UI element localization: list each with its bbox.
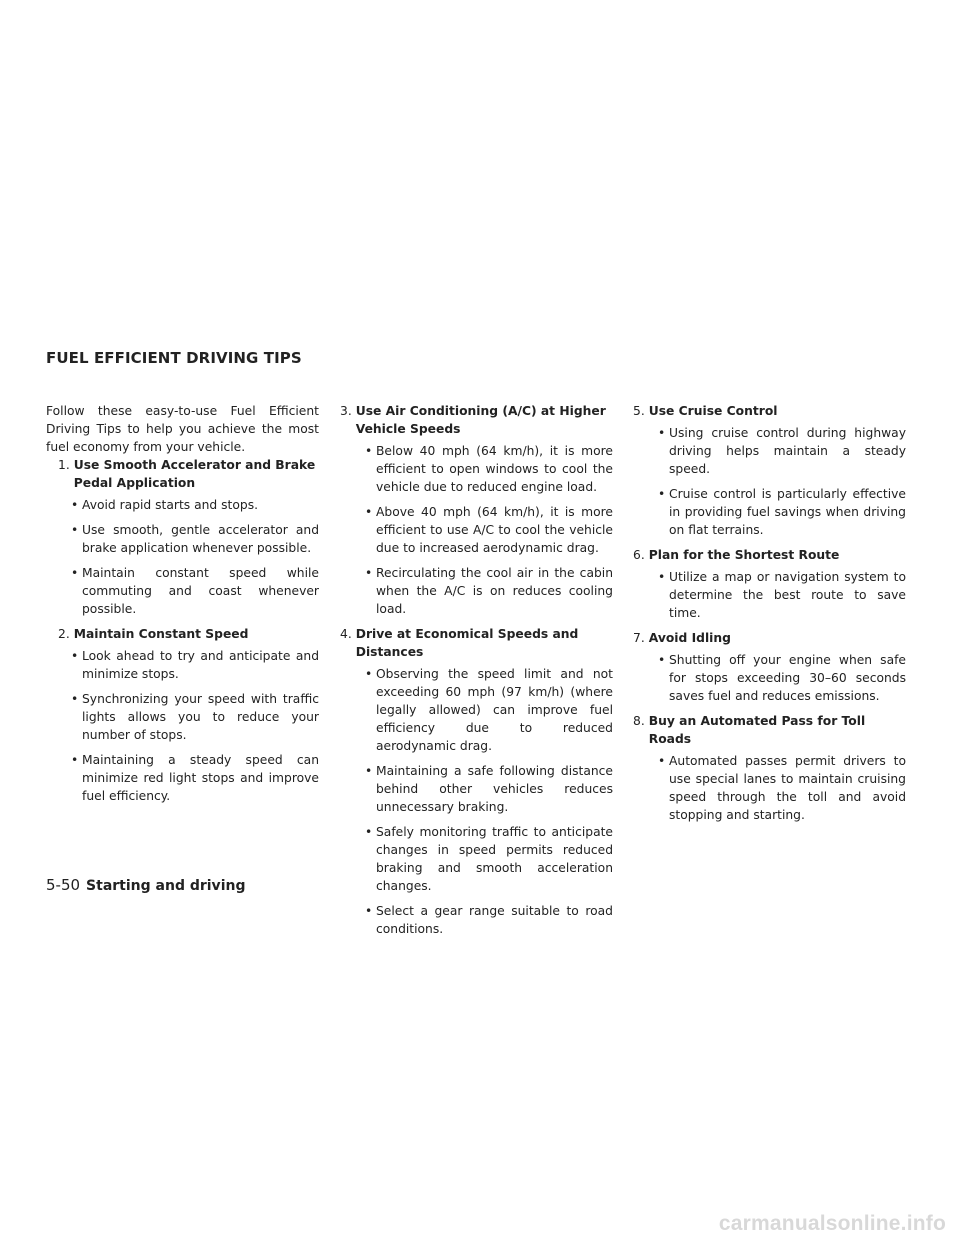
tip-title: Maintain Constant Speed — [73, 627, 249, 641]
bullet-item: • Above 40 mph (64 km/h), it is more efficient to use A/C to cool the vehicle due to increased aerodynamic drag. — [365, 503, 613, 557]
tip-heading — [46, 625, 319, 643]
tip-5 — [633, 402, 906, 539]
bullet-item: • Use smooth, gentle accelerator and brake application whenever possible. — [71, 521, 319, 557]
bullet-item: • Avoid rapid starts and stops. — [71, 496, 319, 514]
page-footer — [46, 876, 245, 894]
bullet-item: • Synchronizing your speed with traffic lights allows you to reduce your number of stops. — [71, 690, 319, 744]
bullet-item: • Utilize a map or navigation system to determine the best route to save time. — [658, 568, 906, 622]
bullet-item: • Look ahead to try and anticipate and minimize stops. — [71, 647, 319, 683]
tip-heading — [46, 456, 319, 492]
tip-4 — [340, 625, 613, 938]
tip-title: Buy an Automated Pass for Toll Roads — [648, 714, 866, 746]
tip-bullets — [46, 496, 319, 618]
tip-heading — [340, 625, 613, 661]
tip-number: 8. — [633, 714, 645, 728]
tip-heading — [633, 629, 906, 647]
page-title: FUEL EFFICIENT DRIVING TIPS — [46, 349, 302, 367]
tip-title: Use Cruise Control — [648, 404, 778, 418]
tip-title: Plan for the Shortest Route — [648, 548, 840, 562]
bullet-item: • Safely monitoring traffic to anticipate changes in speed permits reduced braking and smooth acceleration changes. — [365, 823, 613, 895]
tip-heading — [340, 402, 613, 438]
bullet-item: • Maintaining a steady speed can minimize red light stops and improve fuel efficiency. — [71, 751, 319, 805]
tip-heading — [633, 546, 906, 564]
tip-title: Drive at Economical Speeds and Distances — [355, 627, 579, 659]
tip-number: 4. — [340, 627, 352, 641]
bullet-item: • Automated passes permit drivers to use special lanes to maintain cruising speed through the toll and avoid stopping and starting. — [658, 752, 906, 824]
column-1 — [46, 402, 319, 812]
tip-7 — [633, 629, 906, 705]
bullet-item: • Maintaining a safe following distance behind other vehicles reduces unnecessary braking. — [365, 762, 613, 816]
bullet-item: • Recirculating the cool air in the cabin when the A/C is on reduces cooling load. — [365, 564, 613, 618]
tip-bullets — [633, 568, 906, 622]
bullet-item: • Below 40 mph (64 km/h), it is more efficient to open windows to cool the vehicle due to reduced engine load. — [365, 442, 613, 496]
tip-number: 5. — [633, 404, 645, 418]
column-2 — [340, 402, 613, 945]
column-3 — [633, 402, 906, 831]
bullet-item: • Select a gear range suitable to road conditions. — [365, 902, 613, 938]
tip-bullets — [633, 424, 906, 539]
bullet-item: • Shutting off your engine when safe for stops exceeding 30–60 seconds saves fuel and reduces emissions. — [658, 651, 906, 705]
tip-heading — [633, 712, 906, 748]
tip-title: Use Smooth Accelerator and Brake Pedal Application — [73, 458, 316, 490]
tip-bullets — [46, 647, 319, 805]
page-number: 5-50 — [46, 876, 81, 894]
tip-title: Avoid Idling — [648, 631, 731, 645]
tip-8 — [633, 712, 906, 824]
section-name: Starting and driving — [86, 878, 246, 894]
tip-bullets — [340, 665, 613, 938]
tip-2 — [46, 625, 319, 805]
tip-bullets — [633, 752, 906, 824]
tip-number: 7. — [633, 631, 645, 645]
tip-number: 1. — [58, 458, 70, 472]
watermark: carmanualsonline.info — [718, 1212, 946, 1235]
intro-paragraph: Follow these easy-to-use Fuel Efficient Driving Tips to help you achieve the most fuel economy from your vehicle. — [46, 404, 319, 454]
tip-3 — [340, 402, 613, 618]
tip-1 — [46, 456, 319, 618]
tip-bullets — [633, 651, 906, 705]
tip-number: 3. — [340, 404, 352, 418]
tip-title: Use Air Conditioning (A/C) at Higher Vehicle Speeds — [355, 404, 606, 436]
tip-number: 6. — [633, 548, 645, 562]
bullet-item: • Maintain constant speed while commuting and coast whenever possible. — [71, 564, 319, 618]
bullet-item: • Cruise control is particularly effective in providing fuel savings when driving on flat terrains. — [658, 485, 906, 539]
tip-bullets — [340, 442, 613, 618]
tip-heading — [633, 402, 906, 420]
bullet-item: • Observing the speed limit and not exceeding 60 mph (97 km/h) (where legally allowed) can improve fuel efficiency due to reduced aerodynamic drag. — [365, 665, 613, 755]
bullet-item: • Using cruise control during highway driving helps maintain a steady speed. — [658, 424, 906, 478]
tip-number: 2. — [58, 627, 70, 641]
tip-6 — [633, 546, 906, 622]
